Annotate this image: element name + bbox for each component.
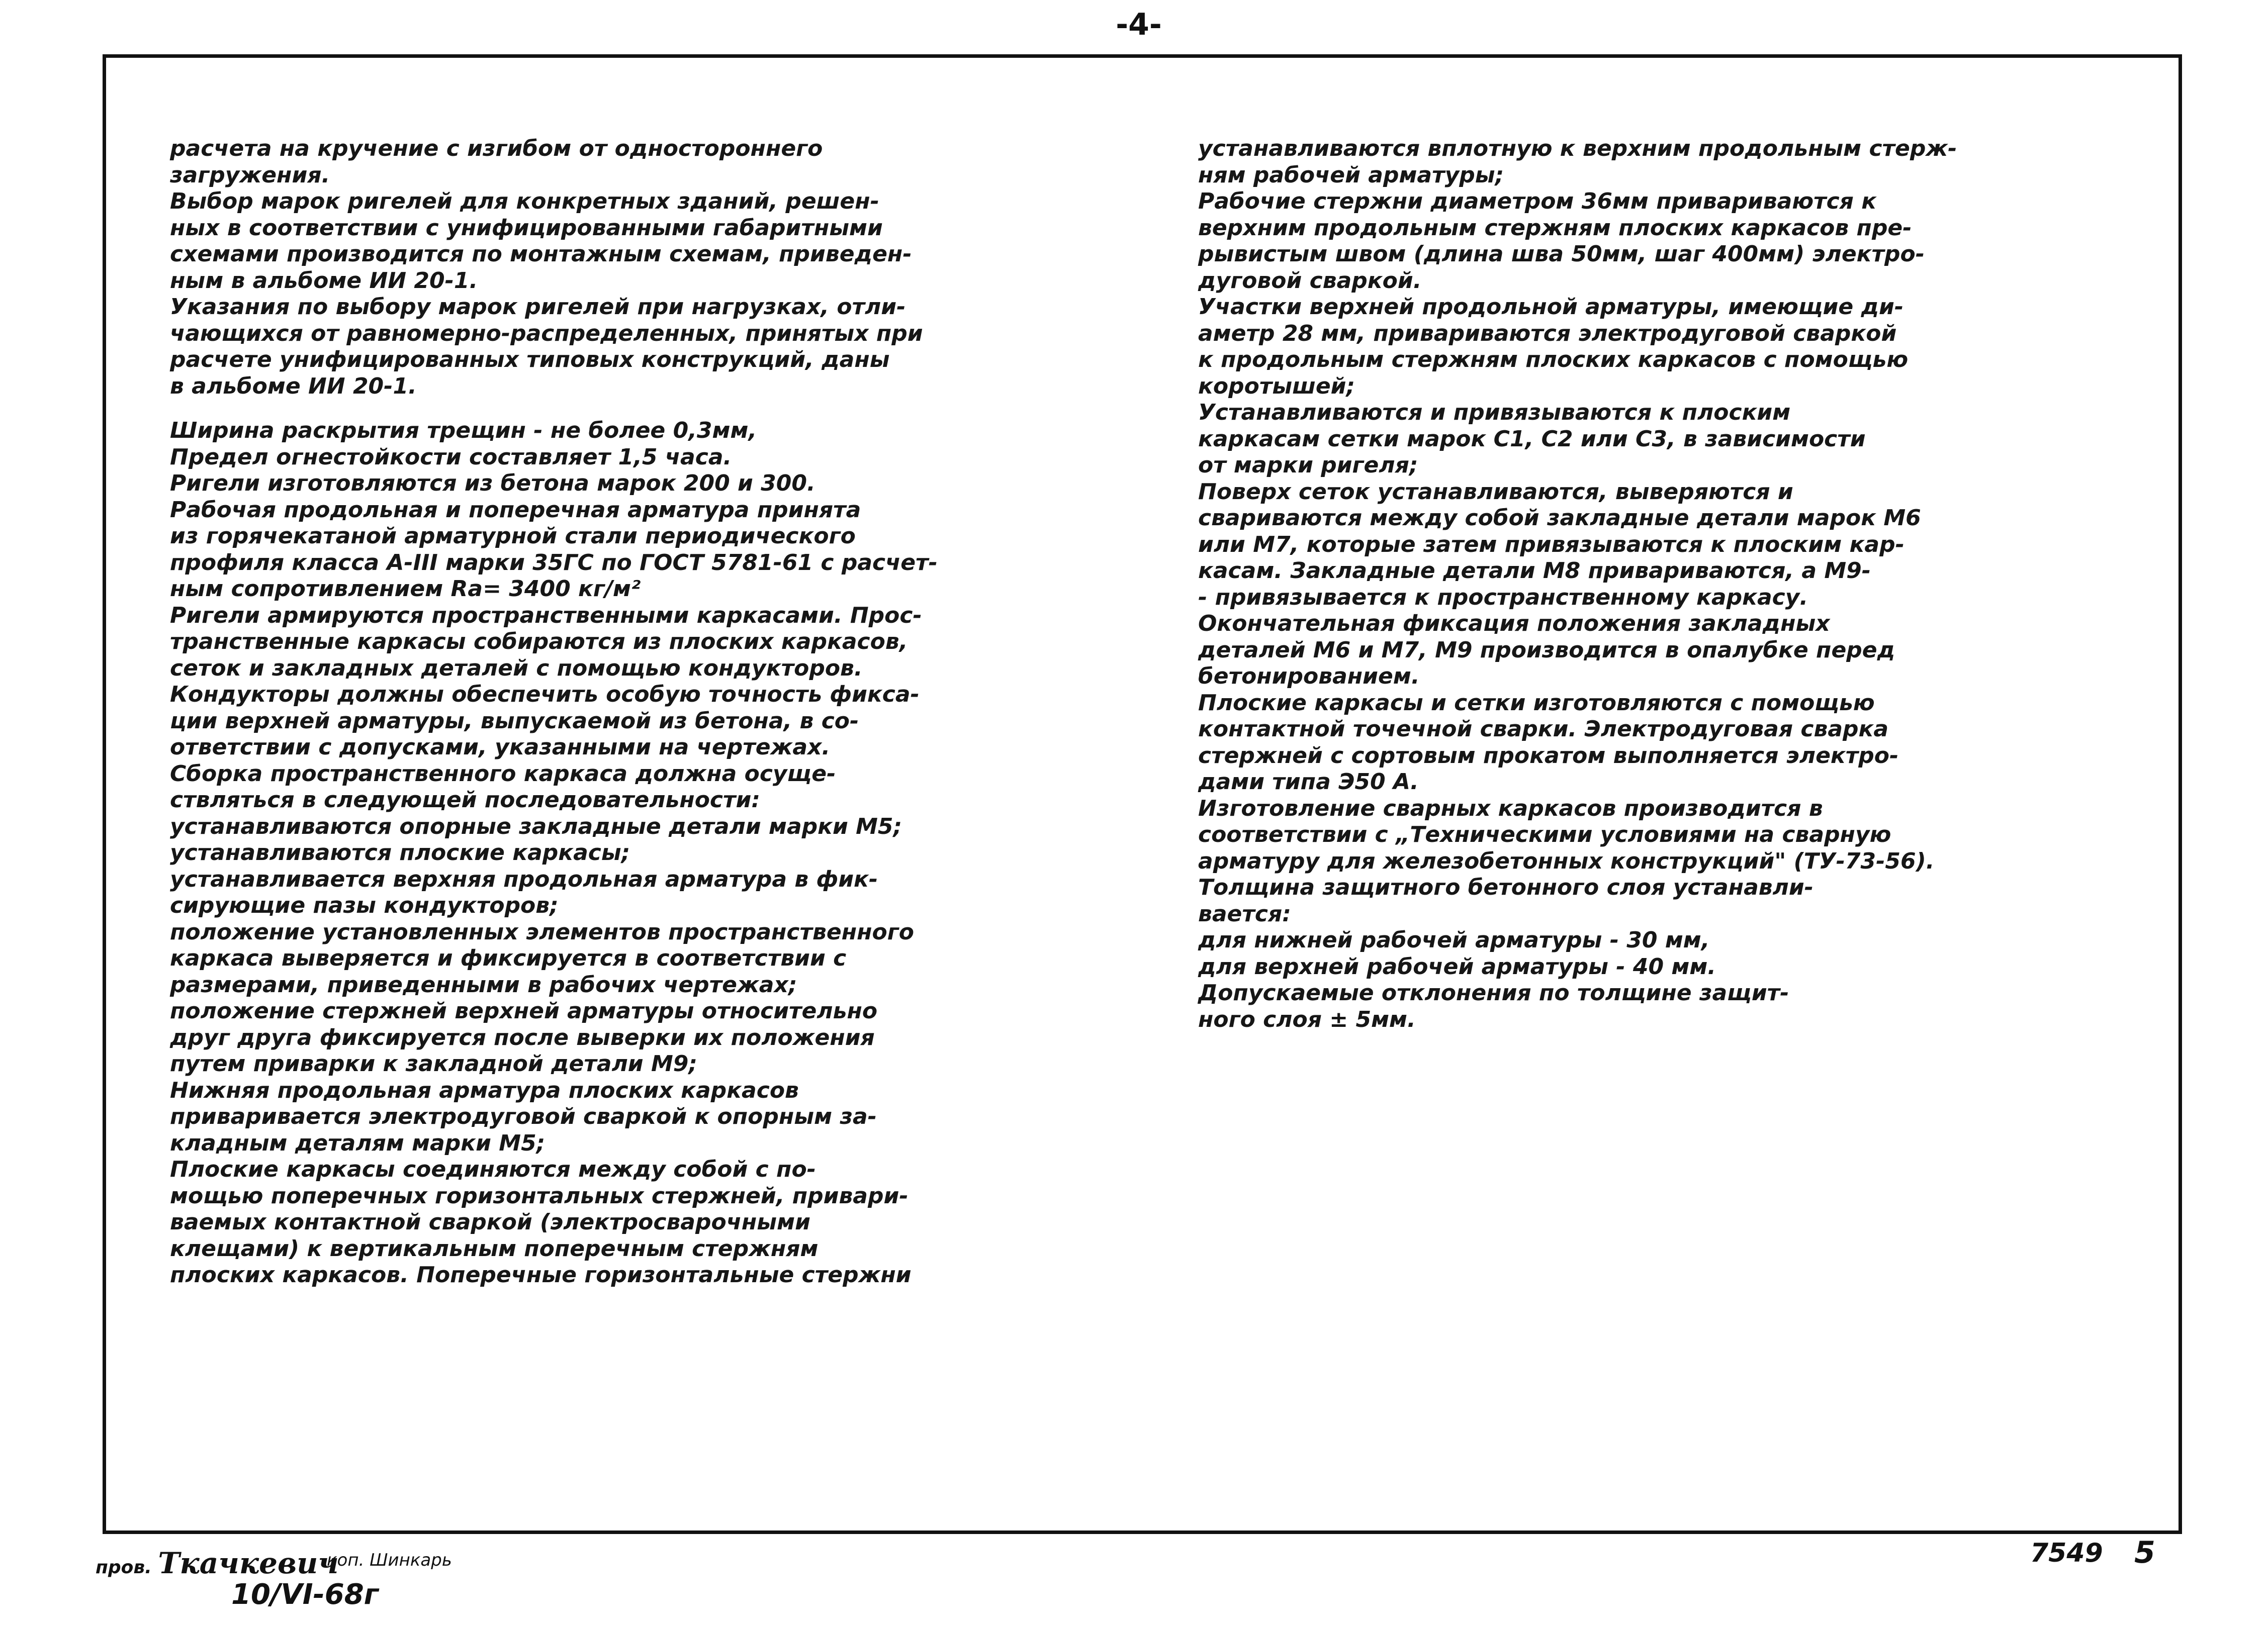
sheet-number: 5 bbox=[2134, 1535, 2155, 1570]
text-line: Кондукторы должны обеспечить особую точность фикса- bbox=[170, 682, 920, 707]
text-line: Плоские каркасы соединяются между собой с по- bbox=[170, 1157, 816, 1182]
text-line: из горячекатаной арматурной стали периодического bbox=[170, 523, 856, 549]
text-line: Изготовление сварных каркасов производится в bbox=[1198, 795, 1823, 821]
text-line: для верхней рабочей арматуры - 40 мм. bbox=[1198, 953, 1716, 980]
text-line: - привязывается к пространственному каркасу. bbox=[1198, 584, 1808, 610]
text-line: Поверх сеток устанавливаются, выверяются и bbox=[1198, 479, 1793, 505]
approved-by bbox=[96, 1546, 339, 1580]
text-line: Толщина защитного бетонного слоя устанавли- bbox=[1198, 875, 1813, 900]
text-line: Нижняя продольная арматура плоских каркасов bbox=[170, 1077, 799, 1103]
text-column-right bbox=[1198, 136, 2143, 1033]
text-line: каркаса выверяется и фиксируется в соответствии с bbox=[170, 945, 847, 971]
text-line: расчета на кручение с изгибом от одностороннего bbox=[170, 136, 823, 161]
text-line: арматуру для железобетонных конструкций" (ТУ-73-56). bbox=[1198, 848, 1935, 874]
text-line: Сборка пространственного каркаса должна осуще- bbox=[170, 760, 836, 787]
text-line: Допускаемые отклонения по толщине защит- bbox=[1198, 980, 1789, 1006]
text-line: устанавливаются опорные закладные детали марки М5; bbox=[170, 813, 902, 839]
text-line: Устанавливаются и привязываются к плоским bbox=[1198, 400, 1791, 425]
text-line: ням рабочей арматуры; bbox=[1198, 162, 1504, 188]
text-line: друг друга фиксируется после выверки их положения bbox=[170, 1024, 875, 1050]
text-line: сеток и закладных деталей с помощью кондукторов. bbox=[170, 655, 863, 681]
text-line: или М7, которые затем привязываются к плоским кар- bbox=[1198, 531, 1904, 557]
text-line: ствляться в следующей последовательности: bbox=[170, 787, 760, 813]
text-line: ного слоя ± 5мм. bbox=[1198, 1006, 1416, 1032]
text-line: Рабочие стержни диаметром 36мм привариваются к bbox=[1198, 188, 1877, 214]
text-line: бетонированием. bbox=[1198, 663, 1420, 689]
text-line: путем приварки к закладной детали М9; bbox=[170, 1051, 697, 1077]
signature-date: 10/VI-68г bbox=[231, 1578, 379, 1611]
text-line: коротышей; bbox=[1198, 373, 1355, 399]
text-line: положение установленных элементов пространственного bbox=[170, 919, 914, 945]
text-line: дуговой сваркой. bbox=[1198, 267, 1422, 294]
text-line: Ригели изготовляются из бетона марок 200 и 300. bbox=[170, 470, 815, 496]
text-line: Ригели армируются пространственными каркасами. Прос- bbox=[170, 602, 922, 628]
text-line: рывистым швом (длина шва 50мм, шаг 400мм) электро- bbox=[1198, 241, 1925, 267]
text-line: от марки ригеля; bbox=[1198, 452, 1418, 478]
text-line: мощью поперечных горизонтальных стержней, привари- bbox=[170, 1183, 909, 1209]
text-line: для нижней рабочей арматуры - 30 мм, bbox=[1198, 927, 1710, 953]
text-line: ных в соответствии с унифицированными габаритными bbox=[170, 215, 883, 241]
text-line: расчете унифицированных типовых конструкций, даны bbox=[170, 347, 890, 372]
text-line: транственные каркасы собираются из плоских каркасов, bbox=[170, 629, 908, 654]
text-line: загружения. bbox=[170, 162, 330, 188]
text-line: ваемых контактной сваркой (электросварочными bbox=[170, 1209, 810, 1235]
text-line: каркасам сетки марок С1, С2 или С3, в зависимости bbox=[1198, 426, 1866, 452]
text-line: Ширина раскрытия трещин - не более 0,3мм, bbox=[170, 418, 757, 443]
text-line: ции верхней арматуры, выпускаемой из бетона, в со- bbox=[170, 708, 859, 734]
text-line: плоских каркасов. Поперечные горизонтальные стержни bbox=[170, 1262, 912, 1288]
checked-by: коп. Шинкарь bbox=[327, 1550, 452, 1570]
text-line: свариваются между собой закладные детали марок М6 bbox=[1198, 505, 1921, 531]
text-line: устанавливается верхняя продольная арматура в фик- bbox=[170, 866, 878, 892]
text-line: ответствии с допусками, указанными на чертежах. bbox=[170, 734, 831, 760]
text-line: кладным деталям марки М5; bbox=[170, 1130, 546, 1156]
text-line: в альбоме ИИ 20-1. bbox=[170, 373, 417, 399]
text-line: чающихся от равномерно-распределенных, принятых при bbox=[170, 320, 923, 346]
text-line: устанавливаются плоские каркасы; bbox=[170, 840, 630, 866]
approved-signature: Ткачкевич bbox=[158, 1546, 339, 1580]
page-number: -4- bbox=[1116, 7, 1162, 42]
text-line: положение стержней верхней арматуры относительно bbox=[170, 998, 878, 1024]
text-line: Указания по выбору марок ригелей при нагрузках, отли- bbox=[170, 294, 906, 320]
document-number: 7549 bbox=[2030, 1538, 2103, 1568]
text-line: Окончательная фиксация положения закладных bbox=[1198, 611, 1830, 636]
text-line: к продольным стержням плоских каркасов с помощью bbox=[1198, 347, 1909, 372]
text-line: деталей М6 и М7, М9 производится в опалубке перед bbox=[1198, 637, 1895, 663]
text-line: профиля класса А-III марки 35ГС по ГОСТ 5781-61 с расчет- bbox=[170, 549, 938, 576]
text-column-left bbox=[170, 136, 1135, 1289]
text-line: ным в альбоме ИИ 20-1. bbox=[170, 267, 478, 294]
text-line bbox=[170, 400, 1135, 418]
text-line: устанавливаются вплотную к верхним продольным стерж- bbox=[1198, 136, 1957, 161]
approved-label: пров. bbox=[96, 1557, 152, 1578]
text-line: Плоские каркасы и сетки изготовляются с помощью bbox=[1198, 690, 1875, 716]
text-line: ным сопротивлением Ra= 3400 кг/м² bbox=[170, 576, 641, 602]
text-line: клещами) к вертикальным поперечным стержням bbox=[170, 1235, 819, 1262]
text-line: схемами производится по монтажным схемам, приведен- bbox=[170, 241, 912, 267]
text-line: дами типа Э50 А. bbox=[1198, 769, 1419, 795]
text-line: вается: bbox=[1198, 901, 1291, 927]
text-line: касам. Закладные детали М8 привариваются, а М9- bbox=[1198, 558, 1871, 584]
text-line: размерами, приведенными в рабочих чертежах; bbox=[170, 972, 797, 998]
text-line: соответствии с „Техническими условиями на сварную bbox=[1198, 822, 1891, 847]
text-line: Рабочая продольная и поперечная арматура принята bbox=[170, 497, 861, 523]
text-line: аметр 28 мм, привариваются электродуговой сваркой bbox=[1198, 320, 1897, 346]
text-line: Участки верхней продольной арматуры, имеющие ди- bbox=[1198, 294, 1904, 320]
text-line: сирующие пазы кондукторов; bbox=[170, 893, 559, 918]
text-line: стержней с сортовым прокатом выполняется электро- bbox=[1198, 742, 1899, 769]
text-line: Предел огнестойкости составляет 1,5 часа. bbox=[170, 444, 732, 470]
text-line: контактной точечной сварки. Электродуговая сварка bbox=[1198, 716, 1889, 742]
text-line: приваривается электродуговой сваркой к опорным за- bbox=[170, 1104, 877, 1129]
text-line: верхним продольным стержням плоских каркасов пре- bbox=[1198, 215, 1912, 241]
text-line: Выбор марок ригелей для конкретных зданий, решен- bbox=[170, 188, 879, 214]
